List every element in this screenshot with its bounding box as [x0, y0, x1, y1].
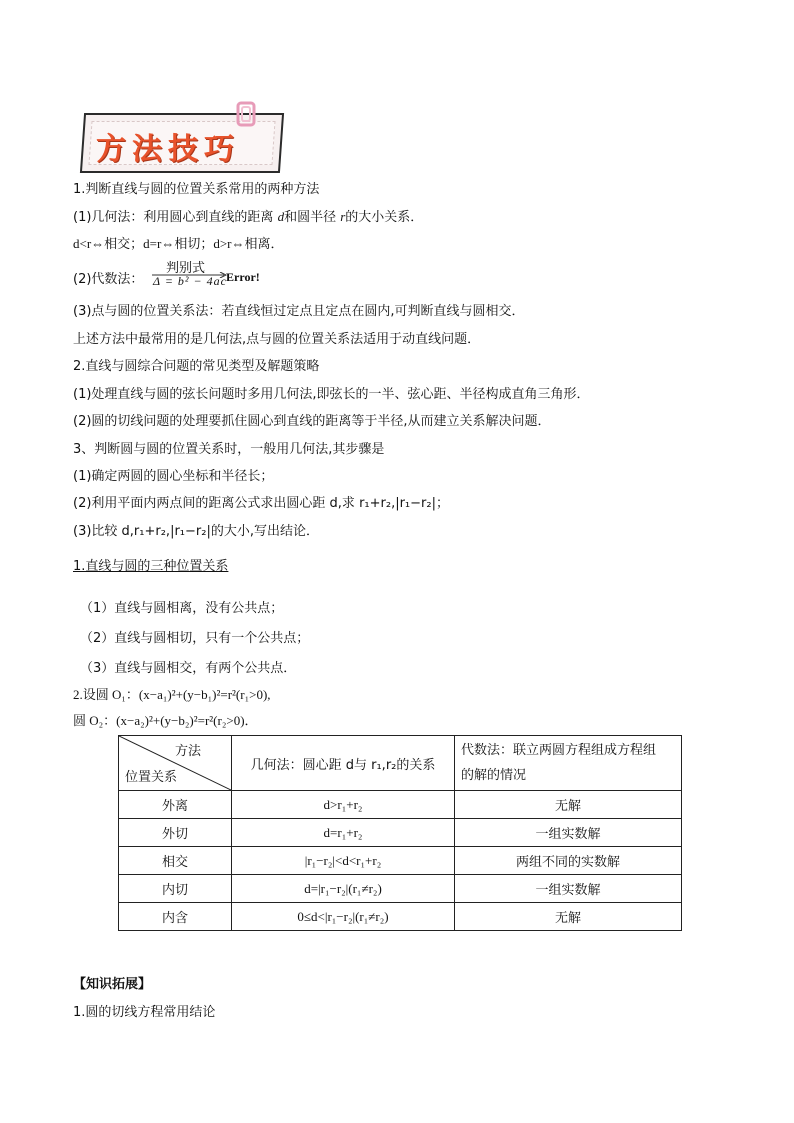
table-row — [119, 875, 682, 903]
col-header-geometry: 几何法：圆心距 d与 r₁,r₂的关系 — [232, 736, 455, 791]
subheading-three-relations: 1.直线与圆的三种位置关系 — [73, 559, 229, 574]
algebra-result: 无解 — [455, 903, 682, 931]
circle-relation-table — [118, 735, 682, 931]
banner-title: 方法技巧 — [96, 132, 240, 167]
algebra-result: 一组实数解 — [455, 875, 682, 903]
line-step-3: (3)比较 d,r₁+r₂,|r₁−r₂|的大小,写出结论． — [73, 524, 319, 539]
geometry-condition: d=r₁+r₂ — [232, 819, 455, 847]
knowledge-extension-heading: 【知识拓展】 — [73, 977, 152, 992]
line-distance-relations: d<r⇔相交；d=r⇔相切；d>r⇔相离． — [73, 236, 284, 251]
line-heading-2: 2.直线与圆综合问题的常见类型及解题策略 — [73, 359, 320, 374]
table-row — [119, 903, 682, 931]
discriminant-formula: Δ = b² − 4ac — [153, 274, 227, 288]
error-text: Error! — [226, 270, 260, 284]
line-summary: 上述方法中最常用的是几何法,点与圆的位置关系法适用于动直线问题． — [73, 332, 481, 347]
paper-clip-icon — [236, 101, 256, 127]
line-heading-3: 3、判断圆与圆的位置关系时，一般用几何法,其步骤是 — [73, 442, 385, 457]
relation-name: 相交 — [119, 847, 232, 875]
line-tangent: (2)圆的切线问题的处理要抓住圆心到直线的距离等于半径,从而建立关系解决问题． — [73, 414, 551, 429]
algebra-result: 两组不同的实数解 — [455, 847, 682, 875]
arrow-icon — [150, 272, 230, 278]
line-point-method: (3)点与圆的位置关系法：若直线恒过定点且定点在圆内,可判断直线与圆相交． — [73, 304, 525, 319]
tangent-conclusions-line: 1.圆的切线方程常用结论 — [73, 1005, 216, 1020]
line-step-2: (2)利用平面内两点间的距离公式求出圆心距 d,求 r₁+r₂,|r₁−r₂|； — [73, 496, 449, 511]
algebra-result: 一组实数解 — [455, 819, 682, 847]
circle-o1-equation: 2.设圆 O₁：(x−a₁)²+(y−b₁)²=r²(r₁>0), — [73, 687, 271, 702]
line-step-1: (1)确定两圆的圆心坐标和半径长； — [73, 469, 274, 484]
relation-intersect: （3）直线与圆相交，有两个公共点． — [80, 661, 297, 676]
geometry-condition: d>r₁+r₂ — [232, 791, 455, 819]
relation-name: 内切 — [119, 875, 232, 903]
table-row — [119, 819, 682, 847]
circle-o2-equation: 圆 O₂：(x−a₂)²+(y−b₂)²=r²(r₂>0)． — [73, 713, 258, 728]
relation-name: 外离 — [119, 791, 232, 819]
line-method-intro: 1.判断直线与圆的位置关系常用的两种方法 — [73, 182, 320, 197]
relation-name: 内含 — [119, 903, 232, 931]
line-chord-length: (1)处理直线与圆的弦长问题时多用几何法,即弦长的一半、弦心距、半径构成直角三角形． — [73, 387, 590, 402]
table-row — [119, 847, 682, 875]
col-header-algebra: 代数法：联立两圆方程组成方程组 的解的情况 — [455, 736, 682, 791]
geometry-condition: |r₁−r₂|<d<r₁+r₂ — [232, 847, 455, 875]
discriminant-label: 判别式 — [166, 261, 206, 276]
table-header-row — [119, 736, 682, 791]
table-row — [119, 791, 682, 819]
corner-label-method: 方法 — [174, 744, 201, 759]
corner-label-relation: 位置关系 — [125, 770, 178, 785]
geometry-condition: d=|r₁−r₂|(r₁≠r₂) — [232, 875, 455, 903]
relation-separate: （1）直线与圆相离，没有公共点； — [80, 601, 284, 616]
geometry-condition: 0≤d<|r₁−r₂|(r₁≠r₂) — [232, 903, 455, 931]
line-algebra-method: (2)代数法： — [73, 272, 144, 287]
line-geometry-method: (1)几何法：利用圆心到直线的距离 d和圆半径 r的大小关系． — [73, 209, 424, 225]
relation-name: 外切 — [119, 819, 232, 847]
algebra-result: 无解 — [455, 791, 682, 819]
relation-tangent: （2）直线与圆相切，只有一个公共点； — [80, 631, 310, 646]
table-corner-cell — [119, 736, 232, 791]
